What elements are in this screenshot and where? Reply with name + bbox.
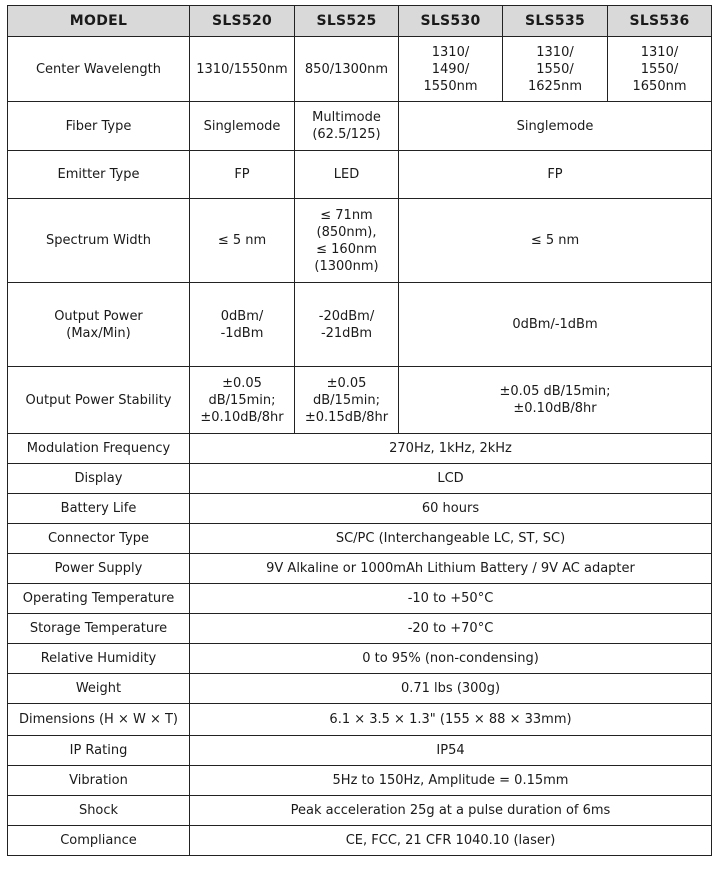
line: 0dBm/ <box>220 308 264 324</box>
row-vibration <box>8 766 712 796</box>
row-value: 5Hz to 150Hz, Amplitude = 0.15mm <box>190 766 712 796</box>
cell-sls536 <box>608 37 712 102</box>
cell-sls525: 850/1300nm <box>295 37 399 102</box>
header-sls530: SLS530 <box>399 6 503 37</box>
row-emitter-type <box>8 151 712 199</box>
row-modulation-frequency <box>8 434 712 464</box>
row-label: Battery Life <box>8 494 190 524</box>
row-label: Dimensions (H × W × T) <box>8 704 190 736</box>
row-label: IP Rating <box>8 736 190 766</box>
header-sls525: SLS525 <box>295 6 399 37</box>
cell-sls520 <box>190 283 295 367</box>
line: ±0.15dB/8hr <box>304 409 389 425</box>
cell-sls530-536: FP <box>399 151 712 199</box>
row-battery-life <box>8 494 712 524</box>
header-sls536: SLS536 <box>608 6 712 37</box>
row-connector-type <box>8 524 712 554</box>
cell-sls525 <box>295 199 399 283</box>
row-fiber-type <box>8 102 712 151</box>
row-relative-humidity <box>8 644 712 674</box>
line: (62.5/125) <box>312 127 381 142</box>
row-output-power <box>8 283 712 367</box>
line: ≤ 71nm <box>320 207 373 223</box>
row-display <box>8 464 712 494</box>
row-shock <box>8 796 712 826</box>
line: ±0.05 <box>222 375 262 391</box>
row-label: Power Supply <box>8 554 190 584</box>
line: 1310/ <box>640 44 679 60</box>
header-sls520: SLS520 <box>190 6 295 37</box>
row-label: Center Wavelength <box>8 37 190 102</box>
row-label: Display <box>8 464 190 494</box>
row-value: 60 hours <box>190 494 712 524</box>
row-spectrum-width <box>8 199 712 283</box>
cell-sls525 <box>295 283 399 367</box>
row-value: 270Hz, 1kHz, 2kHz <box>190 434 712 464</box>
line: 1625nm <box>528 78 582 94</box>
row-value: SC/PC (Interchangeable LC, ST, SC) <box>190 524 712 554</box>
line: Multimode <box>312 110 381 125</box>
row-value: IP54 <box>190 736 712 766</box>
line: ±0.10dB/8hr <box>513 401 597 416</box>
cell-sls525 <box>295 367 399 434</box>
row-operating-temperature <box>8 584 712 614</box>
row-label: Relative Humidity <box>8 644 190 674</box>
row-value: 0.71 lbs (300g) <box>190 674 712 704</box>
row-center-wavelength <box>8 37 712 102</box>
cell-sls520 <box>190 367 295 434</box>
cell-sls530 <box>399 37 503 102</box>
line: (Max/Min) <box>66 325 131 341</box>
cell-sls530-536: 0dBm/-1dBm <box>399 283 712 367</box>
line: dB/15min; <box>208 392 276 408</box>
row-weight <box>8 674 712 704</box>
row-label: Spectrum Width <box>8 199 190 283</box>
row-storage-temperature <box>8 614 712 644</box>
row-label: Storage Temperature <box>8 614 190 644</box>
row-label: Connector Type <box>8 524 190 554</box>
line: ±0.05 <box>326 375 367 391</box>
cell-sls520: Singlemode <box>190 102 295 151</box>
cell-sls520: ≤ 5 nm <box>190 199 295 283</box>
header-model: MODEL <box>8 6 190 37</box>
line: -1dBm <box>220 325 264 341</box>
line: -21dBm <box>320 325 373 341</box>
line: 1310/ <box>431 44 470 60</box>
row-value: LCD <box>190 464 712 494</box>
cell-sls525 <box>295 102 399 151</box>
row-label: Fiber Type <box>8 102 190 151</box>
row-label: Modulation Frequency <box>8 434 190 464</box>
line: 1490/ <box>431 61 470 77</box>
cell-sls520: FP <box>190 151 295 199</box>
header-row <box>8 6 712 37</box>
row-ip-rating <box>8 736 712 766</box>
row-value: -20 to +70°C <box>190 614 712 644</box>
line: 1550/ <box>536 61 574 77</box>
line: (1300nm) <box>314 258 379 274</box>
row-power-supply <box>8 554 712 584</box>
header-sls535: SLS535 <box>503 6 608 37</box>
row-value: 9V Alkaline or 1000mAh Lithium Battery / 9V AC adapter <box>190 554 712 584</box>
cell-sls530-536: Singlemode <box>399 102 712 151</box>
cell-sls535 <box>503 37 608 102</box>
row-label: Output Power Stability <box>8 367 190 434</box>
row-label: Emitter Type <box>8 151 190 199</box>
row-label: Compliance <box>8 826 190 856</box>
cell-sls530-536: ≤ 5 nm <box>399 199 712 283</box>
line: 1550/ <box>640 61 679 77</box>
row-value: 6.1 × 3.5 × 1.3" (155 × 88 × 33mm) <box>190 704 712 736</box>
line: ±0.05 dB/15min; <box>499 384 611 399</box>
row-label: Shock <box>8 796 190 826</box>
line: Output Power <box>54 308 143 324</box>
row-label: Vibration <box>8 766 190 796</box>
cell-sls525: LED <box>295 151 399 199</box>
line: 1310/ <box>536 44 574 60</box>
line: (850nm), <box>316 224 377 240</box>
row-output-power-stability <box>8 367 712 434</box>
row-label: Operating Temperature <box>8 584 190 614</box>
row-compliance <box>8 826 712 856</box>
row-dimensions <box>8 704 712 736</box>
line: 1550nm <box>423 78 478 94</box>
cell-sls520: 1310/1550nm <box>190 37 295 102</box>
line: dB/15min; <box>313 392 380 408</box>
line: -20dBm/ <box>318 308 375 324</box>
line: 1650nm <box>632 78 687 94</box>
line: ±0.10dB/8hr <box>200 409 284 425</box>
row-value: -10 to +50°C <box>190 584 712 614</box>
row-value: CE, FCC, 21 CFR 1040.10 (laser) <box>190 826 712 856</box>
line: ≤ 160nm <box>316 241 377 257</box>
row-value: 0 to 95% (non-condensing) <box>190 644 712 674</box>
spec-table <box>7 5 712 856</box>
cell-sls530-536 <box>399 367 712 434</box>
row-label <box>8 283 190 367</box>
row-label: Weight <box>8 674 190 704</box>
row-value: Peak acceleration 25g at a pulse duration of 6ms <box>190 796 712 826</box>
